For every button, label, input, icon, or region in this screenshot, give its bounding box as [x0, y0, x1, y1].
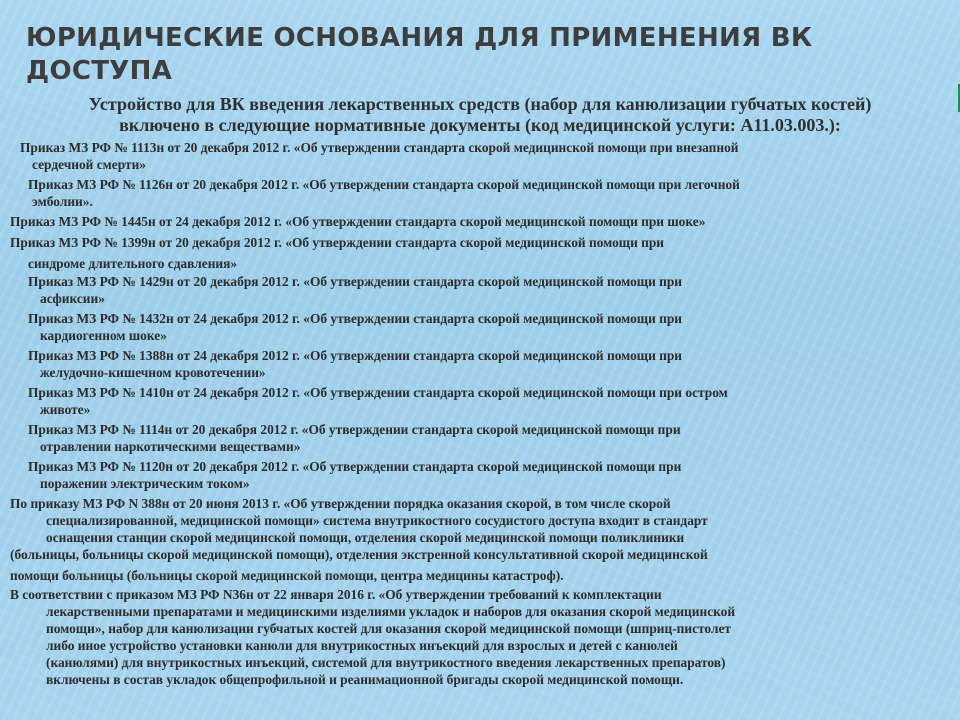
order-item: Приказ МЗ РФ № 1113н от 20 декабря 2012 г. «Об утверждении стандарта скорой медицинской помощи при внезапной сердечной смерти» [20, 140, 739, 172]
title-line-2: ДОСТУПА [26, 56, 173, 86]
title-line-1: ЮРИДИЧЕСКИЕ ОСНОВАНИЯ ДЛЯ ПРИМЕНЕНИЯ ВК [26, 23, 813, 53]
paragraph-order-36n: В соответствии с приказом МЗ РФ N36н от 22 января 2016 г. «Об утверждении требований к комплектации лекарственными препаратами и медицинскими изделиями укладок и наборов для оказания скорой медицинской помощи», набор для канюлизации губчатых костей для оказания скорой медицинской помощи (шприц-пистолет либо иное устройство установки канюли для внутрикостных инъекций для взрослых и детей с канюлей (канюлями) для внутрикостных инъекций, системой для внутрикостного введения лекарственных препаратов) включены в состав укладок общепрофильной и реанимационной бригады скорой медицинской помощи. [10, 587, 736, 687]
order-item: Приказ МЗ РФ № 1126н от 20 декабря 2012 г. «Об утверждении стандарта скорой медицинской помощи при легочной эмболии». [28, 177, 740, 209]
order-item: Приказ МЗ РФ № 1445н от 24 декабря 2012 г. «Об утверждении стандарта скорой медицинской помощи при шоке» [10, 214, 706, 229]
order-item: Приказ МЗ РФ № 1429н от 20 декабря 2012 г. «Об утверждении стандарта скорой медицинской помощи при асфиксии» [28, 274, 683, 306]
slide-title [26, 22, 926, 88]
order-item: Приказ МЗ РФ № 1410н от 24 декабря 2012 г. «Об утверждении стандарта скорой медицинской помощи при остром животе» [28, 385, 728, 417]
subtitle [20, 94, 940, 136]
subtitle-line-2: включено в следующие нормативные документы (код медицинской услуги: А11.03.003.): [119, 115, 841, 135]
order-item: Приказ МЗ РФ № 1114н от 20 декабря 2012 г. «Об утверждении стандарта скорой медицинской помощи при отравлении наркотическими веществами» [28, 422, 681, 454]
order-item: Приказ МЗ РФ № 1399н от 20 декабря 2012 г. «Об утверждении стандарта скорой медицинской помощи при синдроме длительного сдавления» [10, 235, 665, 271]
paragraph-order-388n: По приказу МЗ РФ N 388н от 20 июня 2013 г. «Об утверждении порядка оказания скорой, в том числе скорой специализированной, медицинской помощи» система внутрикостного сосудистого доступа входит в стандарт оснащения станции скорой медицинской помощи, отделения скорой медицинской помощи поликлиники (больницы, больницы скорой медицинской помощи), отделения экстренной консультативной скорой медицинской помощи больницы (больницы скорой медицинской помощи, центра медицины катастроф). [10, 496, 708, 583]
order-item: Приказ МЗ РФ № 1120н от 20 декабря 2012 г. «Об утверждении стандарта скорой медицинской помощи при поражении электрическим током» [28, 459, 682, 491]
subtitle-line-1: Устройство для ВК введения лекарственных средств (набор для канюлизации губчатых костей) [88, 94, 872, 114]
order-item: Приказ МЗ РФ № 1388н от 24 декабря 2012 г. «Об утверждении стандарта скорой медицинской помощи при желудочно-кишечном кровотечении» [28, 348, 683, 380]
order-item: Приказ МЗ РФ № 1432н от 24 декабря 2012 г. «Об утверждении стандарта скорой медицинской помощи при кардиогенном шоке» [28, 311, 683, 343]
